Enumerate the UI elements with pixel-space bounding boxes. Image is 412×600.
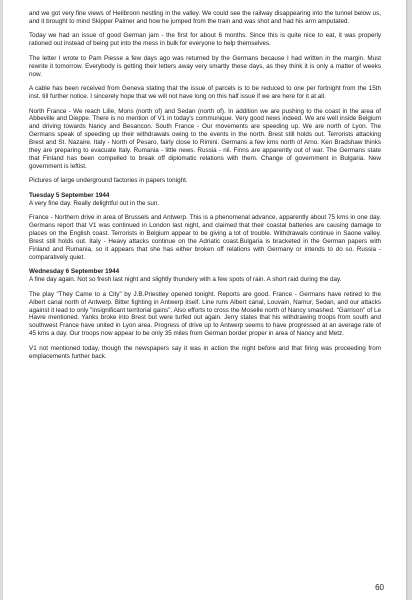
- paragraph: A very fine day. Really delightful out in the sun.: [29, 199, 160, 207]
- date-heading: Tuesday 5 September 1944: [29, 191, 110, 199]
- paragraph: V1 not mentioned today, though the newspapers say it was in action the night before and that firing was proceeding from emplacements further back.: [29, 344, 381, 360]
- paragraph: and we got very fine views of Heilbronn nestling in the valley. We could see the railway disappearing into the tunnel below us, and it brought to mind Skipper Palmer and how he jumped from the train and was shot and had his arm amputated.: [29, 10, 381, 25]
- page-number: 60: [375, 583, 384, 592]
- paragraph: The letter I wrote to Pam Piesse a few days ago was returned by the Germans because I had written in the margin. Must rewrite it tomorrow. Everybody is getting their letters away very smartly these days, as they think it is only a matter of weeks now.: [29, 54, 381, 78]
- paragraph: Pictures of large underground factories in papers tonight.: [29, 177, 188, 185]
- paragraph: A fine day again. Not so fresh last night and slightly thundery with a few spots of rain. A short raid during the day.: [29, 276, 342, 284]
- section-wednesday: [29, 268, 381, 360]
- section-tuesday: [29, 192, 381, 262]
- section-intro: [29, 10, 381, 185]
- paragraph: The play "They Came to a City" by J.B.Priestley opened tonight. Reports are good. France - Germans have retired to the Albert canal north of Antwerp. Bitter fighting in Antwerp itself. Line runs Albert canal, Louvain, Namur, Sedan, and our attacks against it lead to only "insignificant territorial gains". Also efforts to cross the Moselle north of Nancy smashed. "Garrison" of Le Havre mentioned. Yanks broke into Brest but were turfed out again. Jerry states that his withdrawing troops from south and southwest France have united in Lyon area. Progress of drive up to Antwerp seems to have progressed at an average rate of 45 kms a day. Our troops now appear to be only 35 miles from German border proper in area of Nancy and Metz.: [29, 290, 381, 338]
- paragraph: Today we had an issue of good German jam - the first for about 6 months. Since this is quite nice to eat, it was properly rationed out instead of being put into the mess in bulk for everyone to help themselves.: [29, 32, 381, 48]
- paragraph: North France - We reach Lille, Mons (north of) and Sedan (north of). In addition we are pushing to the coast in the area of Abbeville and Dieppe. There is no mention of V1 in today's communique. Very good news indeed. We are well inside Belgium and driving towards Nancy and Besancon. South France - Our movements are speeding up. We are north of Lyon. The Germans speak of speeding up their withdrawals owing to the events in the north. Brest still holds out. Terrorists attacking Brest and St. Nazaire. Italy - North of Pesaro, fairly close to Rimini. Germans a few kms north of Arno. Ken Bradshaw thinks they are preparing to evacuate Italy. Rumania - little news. Russia - nil. Finns are apparently out of war. The Germans state that Finland has been compelled to break off diplomatic relations with them. Change of government in Bulgaria. New government is leftist.: [29, 107, 381, 170]
- page-content: [29, 10, 381, 367]
- diary-page: [3, 0, 406, 600]
- paragraph: A cable has been received from Geneva stating that the issue of parcels is to be reduced to one per fortnight from the 15th inst. till further notice. I sincerely hope that we will not have long on this half issue if we are here for it at all.: [29, 85, 381, 101]
- paragraph: France - Northern drive in area of Brussels and Antwerp. This is a phenomenal advance, apparently about 75 kms in one day. Germans report that V1 was continued in London last night, and claimed that their coastal batteries are causing damage to places on the English coast. Terrorists in Belgium appear to be giving a lot of trouble. Withdrawals continue in Saone valley. Brest still holds out. Italy - Heavy attacks continue on the Adriatic coast.Bulgaria is bracketed in the German papers with Finland and Rumania, so it appears that she has either broken off relations with Germany or intends to do so. Russia - comparatively quiet.: [29, 214, 381, 261]
- date-heading: Wednesday 6 September 1944: [29, 268, 120, 276]
